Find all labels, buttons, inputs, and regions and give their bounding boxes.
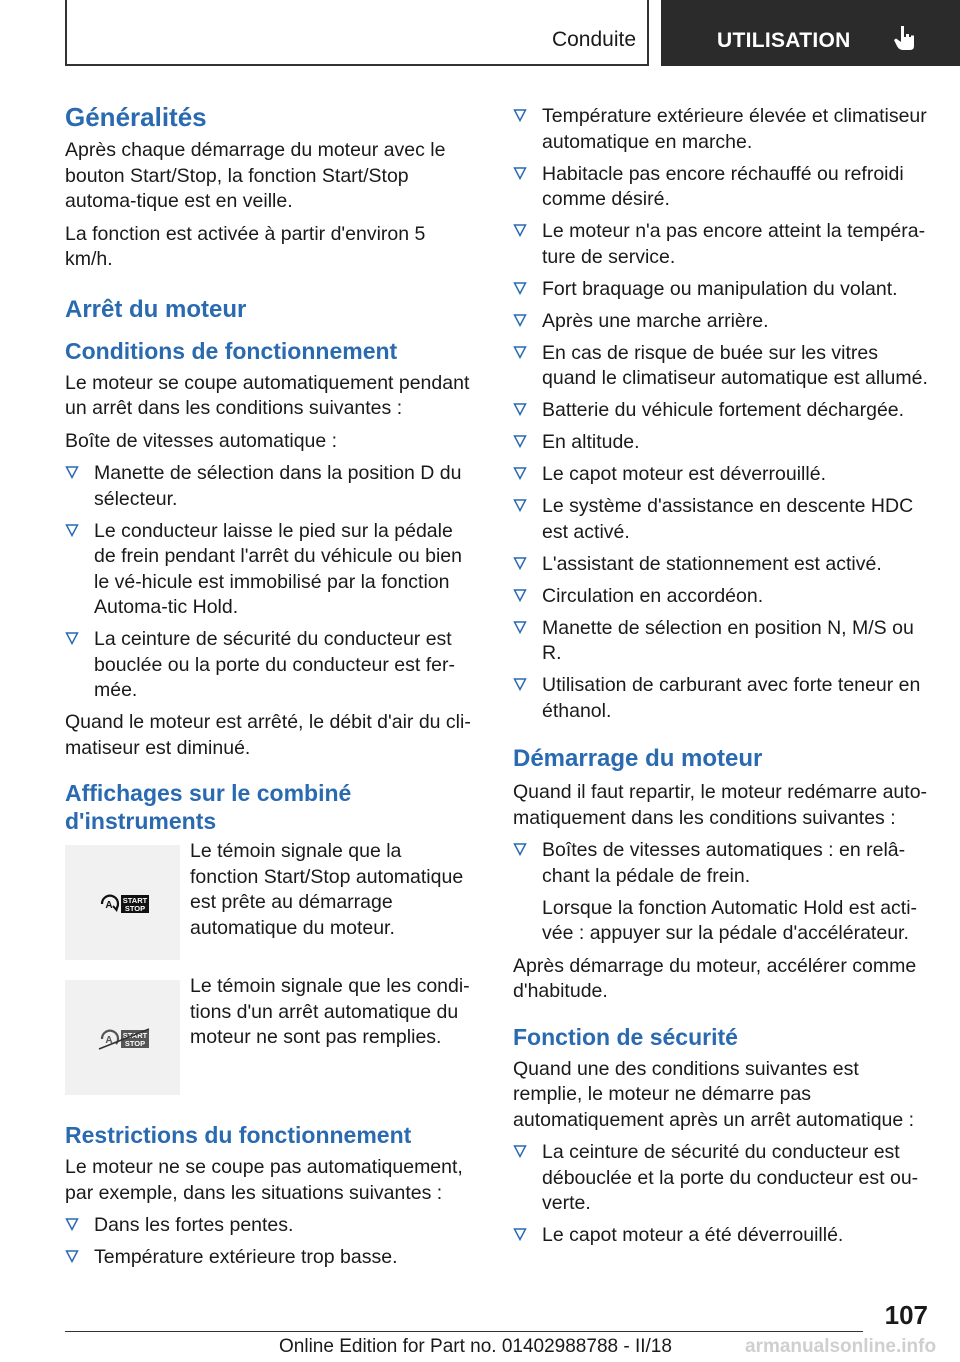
paragraph: Le moteur se coupe automatiquement pendant un arrêt dans les conditions suivantes : [65, 371, 470, 419]
svg-text:STOP: STOP [124, 904, 146, 913]
list-item: Manette de sélection dans la position D du sélecteur. [65, 461, 475, 512]
triangle-bullet-icon [65, 631, 79, 645]
list-item: Circulation en accordéon. [513, 584, 928, 610]
triangle-bullet-icon [513, 498, 527, 512]
list-item: Batterie du véhicule fortement déchargée. [513, 398, 928, 424]
triangle-bullet-icon [513, 620, 527, 634]
hand-pointer-icon [893, 24, 917, 52]
header-section-title: Conduite [551, 28, 636, 51]
triangle-bullet-icon [65, 523, 79, 537]
indicator-image [65, 845, 180, 960]
list-item: Boîtes de vitesses automatiques : en relâ-chant la pédale de frein. [513, 838, 928, 889]
triangle-bullet-icon [513, 677, 527, 691]
paragraph: Quand une des conditions suivantes est remplie, le moteur ne démarre pas automatiquement après un arrêt automatique : [513, 1057, 915, 1131]
list-item: Le système d'assistance en descente HDC est activé. [513, 494, 928, 545]
paragraph: Quand il faut repartir, le moteur redémarre auto-matiquement dans les conditions suivantes : [513, 781, 928, 829]
triangle-bullet-icon [65, 1217, 79, 1231]
list-item: Température extérieure élevée et climatiseur automatique en marche. [513, 104, 928, 155]
list-item: Manette de sélection en position N, M/S ou R. [513, 616, 928, 667]
paragraph: Après démarrage du moteur, accélérer comme d'habitude. [513, 954, 917, 1002]
list-item: En cas de risque de buée sur les vitres quand le climatiseur automatique est allumé. [513, 341, 928, 392]
paragraph: Boîte de vitesses automatique : [65, 429, 338, 452]
triangle-bullet-icon [513, 281, 527, 295]
triangle-bullet-icon [513, 108, 527, 122]
svg-text:START: START [122, 1031, 148, 1040]
svg-text:START: START [122, 896, 148, 905]
indicator-ready [65, 840, 475, 960]
triangle-bullet-icon [65, 1249, 79, 1263]
triangle-bullet-icon [513, 402, 527, 416]
triangle-bullet-icon [513, 842, 527, 856]
triangle-bullet-icon [513, 166, 527, 180]
list-item: Le moteur n'a pas encore atteint la tempéra-ture de service. [513, 219, 928, 270]
list-item: Fort braquage ou manipulation du volant. [513, 277, 928, 303]
list-item: La ceinture de sécurité du conducteur est débouclée et la porte du conducteur est ou-verte. [513, 1140, 928, 1217]
restrictions-list [65, 1213, 475, 1271]
safety-list [513, 1140, 928, 1249]
triangle-bullet-icon [513, 1227, 527, 1241]
paragraph: La fonction est activée à partir d'environ 5 km/h. [65, 222, 426, 270]
list-item: Température extérieure trop basse. [65, 1245, 475, 1271]
heading-arret-moteur: Arrêt du moteur [65, 295, 247, 323]
triangle-bullet-icon [513, 466, 527, 480]
header-chapter-tab [661, 0, 960, 66]
page-number: 107 [884, 1300, 928, 1330]
heading-generalites: Généralités [65, 102, 207, 132]
header-rule-bottom [65, 64, 649, 66]
svg-text:STOP: STOP [124, 1039, 146, 1048]
triangle-bullet-icon [513, 1144, 527, 1158]
header-chapter-title: UTILISATION [717, 29, 851, 52]
paragraph: Après chaque démarrage du moteur avec le bouton Start/Stop, la fonction Start/Stop automa-tique est en veille. [65, 139, 446, 212]
indicator-description: Le témoin signale que la fonction Start/Stop automatique est prête au démarrage automatique du moteur. [190, 840, 464, 939]
svg-text:A: A [105, 1035, 113, 1046]
start-stop-ready-icon [98, 893, 150, 915]
sub-paragraph: Lorsque la fonction Automatic Hold est acti-vée : appuyer sur la pédale d'accélérateur. [542, 896, 918, 944]
watermark: armanualsonline.info [745, 1336, 937, 1357]
list-item: L'assistant de stationnement est activé. [513, 552, 928, 578]
indicator-description: Le témoin signale que les condi-tions d'un arrêt automatique du moteur ne sont pas remplies. [190, 975, 470, 1048]
list-item: Le capot moteur est déverrouillé. [513, 462, 928, 488]
triangle-bullet-icon [513, 434, 527, 448]
heading-restrictions: Restrictions du fonctionnement [65, 1122, 412, 1148]
header-rule-right [647, 0, 649, 66]
list-item: Le capot moteur a été déverrouillé. [513, 1223, 928, 1249]
heading-securite: Fonction de sécurité [513, 1023, 738, 1050]
svg-text:A: A [105, 900, 113, 911]
list-item: En altitude. [513, 430, 928, 456]
indicator-image [65, 980, 180, 1095]
triangle-bullet-icon [65, 465, 79, 479]
restart-list [513, 838, 928, 889]
footer-rule [65, 1331, 863, 1332]
header-rule-left [65, 0, 67, 66]
triangle-bullet-icon [513, 345, 527, 359]
triangle-bullet-icon [513, 223, 527, 237]
list-item: Utilisation de carburant avec forte teneur en éthanol. [513, 673, 928, 724]
triangle-bullet-icon [513, 313, 527, 327]
paragraph: Quand le moteur est arrêté, le débit d'air du cli-matiseur est diminué. [65, 711, 471, 759]
list-item: Dans les fortes pentes. [65, 1213, 475, 1239]
heading-affichages: Affichages sur le combiné d'instruments [65, 780, 352, 834]
heading-demarrage-moteur: Démarrage du moteur [513, 745, 763, 772]
triangle-bullet-icon [513, 588, 527, 602]
list-item: La ceinture de sécurité du conducteur est bouclée ou la porte du conducteur est fer-mée. [65, 627, 475, 704]
left-column [65, 100, 475, 1277]
conditions-list [65, 461, 475, 704]
list-item: Habitacle pas encore réchauffé ou refroidi comme désiré. [513, 162, 928, 213]
start-stop-off-icon [98, 1028, 150, 1050]
restrictions-list-continued [513, 104, 928, 724]
heading-conditions: Conditions de fonctionnement [65, 337, 398, 364]
triangle-bullet-icon [513, 556, 527, 570]
list-item: Après une marche arrière. [513, 309, 928, 335]
footer-edition: Online Edition for Part no. 01402988788 - II/18 [279, 1336, 672, 1357]
indicator-not-ready [65, 975, 475, 1095]
right-column [513, 104, 928, 1255]
paragraph: Le moteur ne se coupe pas automatiquement, par exemple, dans les situations suivantes : [65, 1156, 463, 1204]
list-item: Le conducteur laisse le pied sur la pédale de frein pendant l'arrêt du véhicule ou bien le vé-hicule est immobilisé par la fonction Automa-tic Hold. [65, 519, 475, 621]
